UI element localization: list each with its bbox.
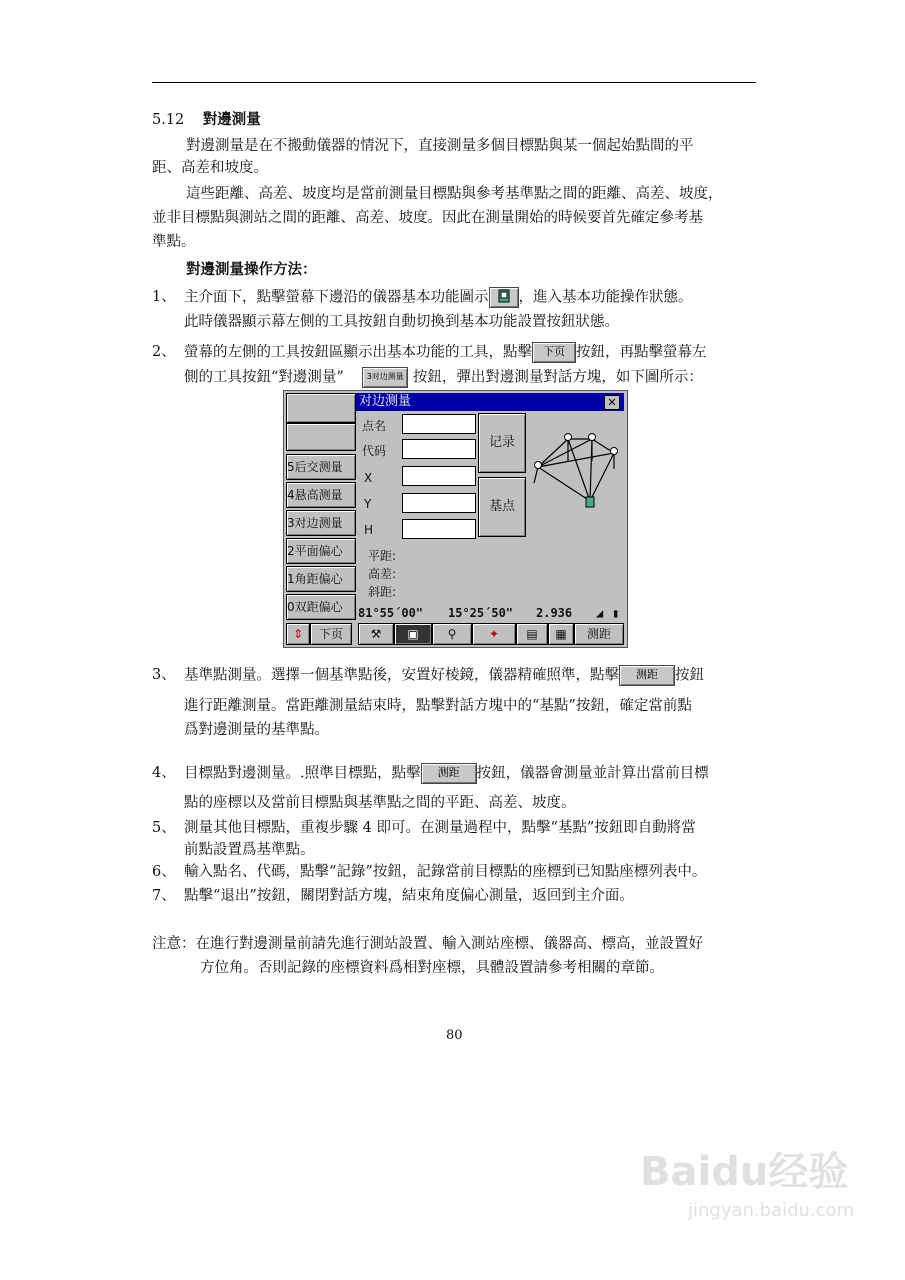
program-tool-icon[interactable]: ⚲: [432, 623, 472, 645]
side-button-blank-1[interactable]: [286, 393, 356, 423]
status-distance: 2.936: [536, 606, 573, 620]
step-5-line2: 前點設置爲基準點。: [184, 842, 315, 858]
intro-p2-line2: 並非目標點與測站之間的距離、高差、坡度。因此在測量開始的時候要首先確定參考基: [152, 210, 703, 226]
step-1-text-b: ，進入基本功能操作狀態。: [518, 289, 693, 306]
note-line1: 注意：在進行對邊測量前請先進行測站設置、輸入測站座標、儀器高、標高，並設置好: [152, 936, 703, 952]
label-code: 代码: [362, 444, 387, 458]
side-button-missing-line[interactable]: 3对边测量: [286, 510, 356, 536]
intro-p1-line1: 對邊測量是在不搬動儀器的情況下，直接測量多個目標點與某一個起始點間的平: [186, 138, 694, 154]
step-3-text-a: 基準點測量。選擇一個基準點後，安置好棱鏡，儀器精確照準，點擊: [184, 667, 619, 684]
step-4-line1: [184, 763, 709, 784]
side-button-plane-offset[interactable]: 2平面偏心: [286, 538, 356, 564]
step-7-line1: 點擊“退出”按鈕，關閉對話方塊，結束角度偏心測量，返回到主介面。: [184, 888, 634, 904]
settings-tool-icon[interactable]: ⚒: [358, 623, 394, 645]
next-page-inline-button: 下页: [532, 342, 576, 363]
y-input[interactable]: [402, 493, 476, 513]
status-horizontal-angle: 81°55´00": [358, 606, 424, 620]
dialog-titlebar: [356, 393, 624, 411]
watermark-url: jingyan.baidu.com: [688, 1200, 855, 1221]
step-1-text-a: 主介面下，點擊螢幕下邊沿的儀器基本功能圖示: [184, 289, 489, 306]
step-5-line1: 測量其他目標點，重複步驟 4 即可。在測量過程中，點擊“基點”按鈕即自動將當: [184, 820, 696, 836]
section-number: 5.12: [152, 112, 185, 128]
side-button-dual-distance-offset[interactable]: 0双距偏心: [286, 594, 356, 620]
basic-function-tool-icon[interactable]: ▣: [394, 623, 432, 645]
code-input[interactable]: [402, 439, 476, 459]
next-page-button[interactable]: 下页: [310, 623, 352, 645]
side-button-remote-height[interactable]: 4悬高测量: [286, 482, 356, 508]
step-2-text-b: 按鈕，再點擊螢幕左: [576, 344, 707, 361]
h-input[interactable]: [402, 519, 476, 539]
step-4-number: 4、: [152, 765, 176, 781]
step-4-text-a: 目標點對邊測量。.照準目標點，點擊: [184, 765, 421, 782]
step-4-line2: 點的座標以及當前目標點與基準點之間的平距、高差、坡度。: [184, 795, 576, 811]
battery-icon: ▮: [612, 606, 620, 620]
label-slope-distance: 斜距:: [368, 585, 397, 599]
calculator-tool-icon[interactable]: ▦: [548, 623, 574, 645]
step-5-number: 5、: [152, 820, 176, 836]
step-4-text-b: 按鈕，儀器會測量並計算出當前目標: [476, 765, 709, 782]
step-2-text-c: 側的工具按鈕“對邊測量”: [184, 369, 344, 386]
step-3-number: 3、: [152, 667, 176, 683]
label-y: Y: [364, 497, 372, 511]
offset-measure-inline-button: 3对边测量: [362, 367, 408, 388]
missing-line-dialog: [356, 393, 624, 619]
stakeout-tool-icon[interactable]: ✦: [472, 623, 516, 645]
signal-icon: ◢: [596, 606, 604, 620]
status-vertical-angle: 15°25´50": [448, 606, 514, 620]
measure-distance-button[interactable]: 测距: [574, 623, 624, 645]
method-title: 對邊測量操作方法：: [186, 261, 317, 278]
x-input[interactable]: [402, 466, 476, 486]
basic-function-icon: [489, 287, 519, 308]
side-button-resection[interactable]: 5后交测量: [286, 454, 356, 480]
page-number: 80: [446, 1028, 463, 1043]
device-screenshot: [283, 390, 628, 648]
base-point-button[interactable]: 基点: [478, 477, 526, 537]
header-rule: [152, 82, 756, 83]
step-3-line3: 爲對邊測量的基準點。: [184, 722, 329, 738]
step-6-line1: 輸入點名、代碼，點擊“記錄”按鈕，記錄當前目標點的座標到已知點座標列表中。: [184, 864, 707, 880]
point-name-input[interactable]: [402, 414, 476, 434]
label-x: X: [364, 471, 373, 485]
step-7-number: 7、: [152, 888, 176, 904]
dialog-title: 对边测量: [359, 394, 412, 409]
intro-p2-line1: 這些距離、高差、坡度均是當前測量目標點與參考基準點之間的距離、高差、坡度，: [186, 186, 723, 202]
label-point-name: 点名: [362, 419, 387, 433]
step-3-line1: [184, 665, 704, 686]
step-3-text-b: 按鈕: [675, 667, 704, 684]
label-horizontal-distance: 平距:: [368, 549, 397, 563]
side-button-blank-2[interactable]: [286, 423, 356, 451]
side-button-angle-offset[interactable]: 1角距偏心: [286, 566, 356, 592]
close-icon[interactable]: ✕: [604, 395, 620, 410]
step-1-line2: 此時儀器顯示幕左側的工具按鈕自動切換到基本功能設置按鈕狀態。: [184, 314, 619, 330]
section-title: 對邊測量: [202, 111, 261, 128]
record-button[interactable]: 记录: [478, 413, 526, 473]
up-down-arrow-icon[interactable]: ⇕: [286, 623, 310, 645]
step-2-text-a: 螢幕的左側的工具按鈕區顯示出基本功能的工具，點擊: [184, 344, 532, 361]
watermark-logo: Baidu经验: [640, 1149, 849, 1195]
step-2-line1: [184, 342, 707, 363]
step-6-number: 6、: [152, 864, 176, 880]
note-line2: 方位角。否則記錄的座標資料爲相對座標，具體設置請參考相關的章節。: [200, 960, 664, 976]
missing-line-diagram-icon: [528, 425, 622, 525]
step-2-number: 2、: [152, 344, 176, 360]
label-h: H: [364, 523, 374, 537]
data-tool-icon[interactable]: ▤: [516, 623, 548, 645]
step-2-line2: [184, 367, 703, 388]
step-2-text-d: 按鈕，彈出對邊測量對話方塊，如下圖所示：: [412, 369, 703, 386]
intro-p2-line3: 準點。: [152, 234, 196, 250]
step-1-line1: [184, 287, 693, 308]
measure-distance-inline-button-2: 测距: [421, 763, 477, 784]
status-bar: [356, 605, 624, 621]
section-heading: [152, 110, 261, 130]
intro-p1-line2: 距、高差和坡度。: [152, 160, 268, 176]
label-height-difference: 高差:: [368, 567, 397, 581]
step-1-number: 1、: [152, 289, 176, 305]
step-3-line2: 進行距離測量。當距離測量結束時，點擊對話方塊中的“基點”按鈕，確定當前點: [184, 698, 692, 714]
measure-distance-inline-button-1: 测距: [619, 665, 675, 686]
